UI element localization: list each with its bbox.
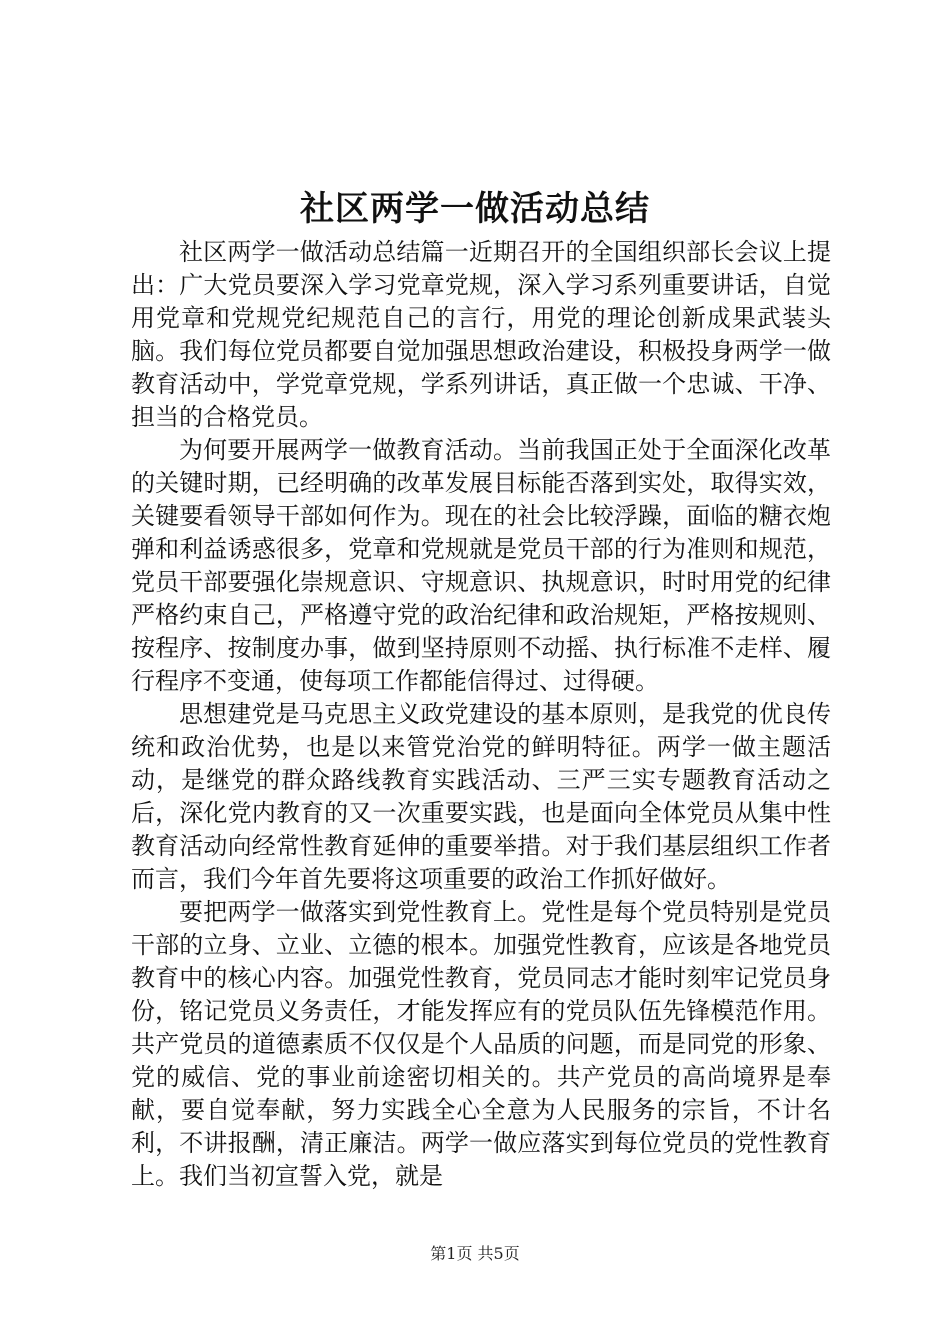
paragraph-2: 为何要开展两学一做教育活动。当前我国正处于全面深化改革的关键时期，已经明确的改革发展目标能否落到实处，取得实效，关键要看领导干部如何作为。现在的社会比较浮躁，面临的糖衣炮弹和利益诱惑很多，党章和党规就是党员干部的行为准则和规范，党员干部要强化崇规意识、守规意识、执规意识，时时用党的纪律严格约束自己，严格遵守党的政治纪律和政治规矩，严格按规则、按程序、按制度办事，做到坚持原则不动摇、执行标准不走样、履行程序不变通，使每项工作都能信得过、过得硬。 [131, 436, 831, 695]
paragraph-4: 要把两学一做落实到党性教育上。党性是每个党员特别是党员干部的立身、立业、立德的根本。加强党性教育，应该是各地党员教育中的核心内容。加强党性教育，党员同志才能时刻牢记党员身份，铭记党员义务责任，才能发挥应有的党员队伍先锋模范作用。共产党员的道德素质不仅仅是个人品质的问题，而是同党的形象、党的威信、党的事业前途密切相关的。共产党员的高尚境界是奉献，要自觉奉献，努力实践全心全意为人民服务的宗旨，不计名利，不讲报酬，清正廉洁。两学一做应落实到每位党员的党性教育上。我们当初宣誓入党，就是 [131, 898, 831, 1190]
paragraph-3: 思想建党是马克思主义政党建设的基本原则，是我党的优良传统和政治优势，也是以来管党治党的鲜明特征。两学一做主题活动，是继党的群众路线教育实践活动、三严三实专题教育活动之后，深化党内教育的又一次重要实践，也是面向全体党员从集中性教育活动向经常性教育延伸的重要举措。对于我们基层组织工作者而言，我们今年首先要将这项重要的政治工作抓好做好。 [131, 700, 831, 893]
paragraph-1: 社区两学一做活动总结篇一近期召开的全国组织部长会议上提出：广大党员要深入学习党章党规，深入学习系列重要讲话，自觉用党章和党规党纪规范自己的言行，用党的理论创新成果武装头脑。我们每位党员都要自觉加强思想政治建设，积极投身两学一做教育活动中，学党章党规，学系列讲话，真正做一个忠诚、干净、担当的合格党员。 [131, 238, 831, 431]
page-number-footer: 第1页 共5页 [430, 1244, 520, 1263]
document-body [131, 236, 831, 1193]
document-title: 社区两学一做活动总结 [300, 189, 650, 229]
